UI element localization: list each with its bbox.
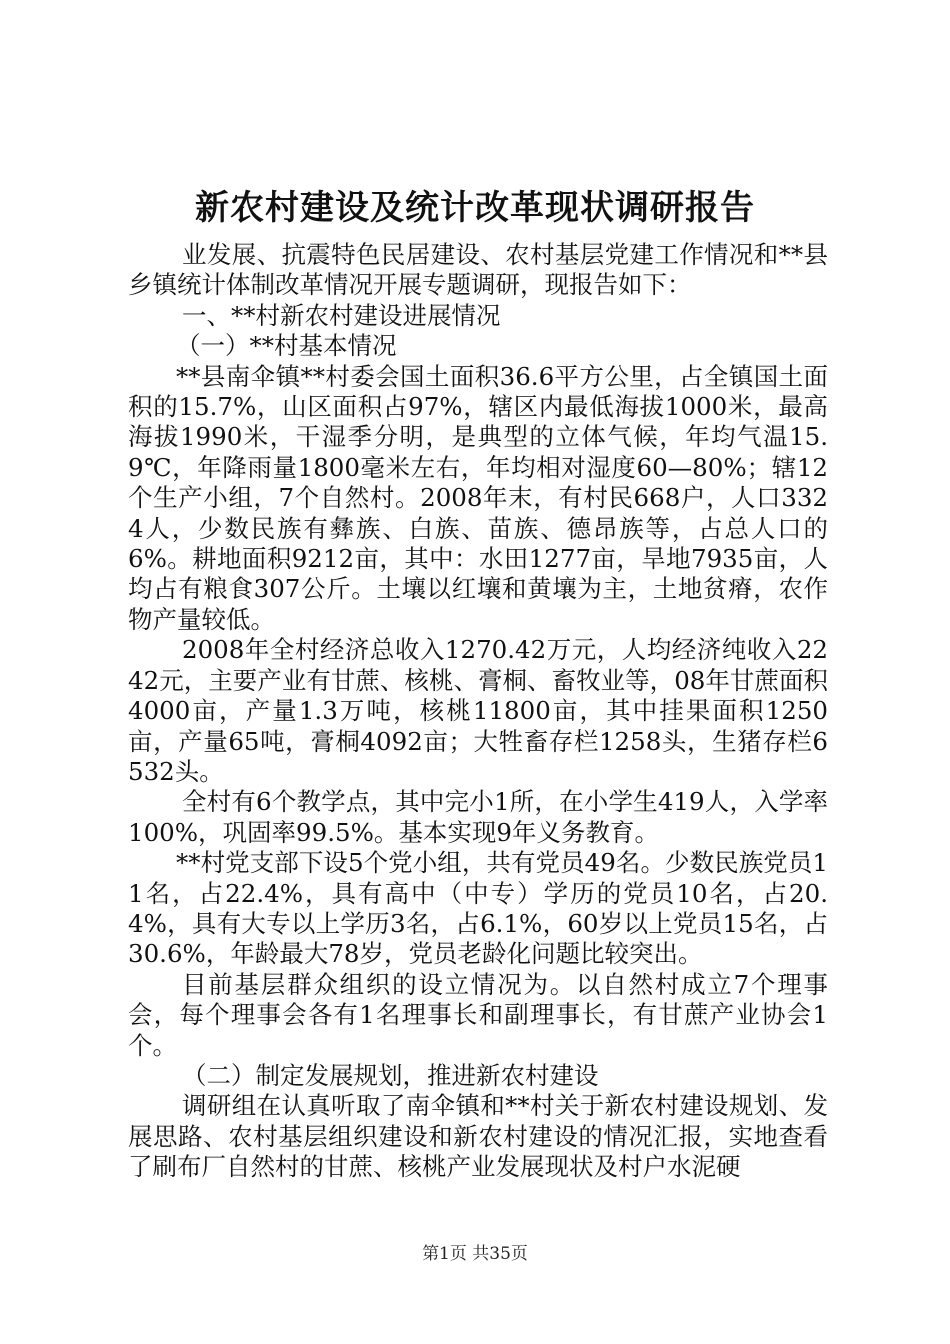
document-title: 新农村建设及统计改革现状调研报告 bbox=[195, 188, 755, 228]
paragraph-basic-info: **县南伞镇**村委会国土面积36.6平方公里，占全镇国土面积的15.7%，山区面积占97%，辖区内最低海拔1000米，最高海拔1990米，干湿季分明，是典型的立体气候，年均气温15.9℃，年降雨量1800毫米左右，年均相对湿度60—80%；辖12个生产小组，7个自然村。2008年末，有村民668户，人口3324人，少数民族有彝族、白族、苗族、德昂族等，占总人口的6%。耕地面积9212亩，其中：水田1277亩，旱地7935亩，人均占有粮食307公斤。土壤以红壤和黄壤为主，土地贫瘠，农作物产量较低。 bbox=[128, 361, 828, 634]
paragraph-survey: 调研组在认真听取了南伞镇和**村关于新农村建设规划、发展思路、农村基层组织建设和新农村建设的情况汇报，实地查看了刷布厂自然村的甘蔗、核桃产业发展现状及村户水泥硬 bbox=[128, 1091, 828, 1182]
paragraph-economy: 2008年全村经济总收入1270.42万元，人均经济纯收入2242元，主要产业有甘蔗、核桃、膏桐、畜牧业等，08年甘蔗面积4000亩，产量1.3万吨，核桃11800亩，其中挂果面积1250亩，产量65吨，膏桐4092亩；大牲畜存栏1258头，生猪存栏6532头。 bbox=[128, 635, 828, 786]
subsection-heading-1: （一）**村基本情况 bbox=[176, 331, 397, 361]
page-number-footer: 第1页 共35页 bbox=[422, 1244, 528, 1264]
paragraph-organizations: 目前基层群众组织的设立情况为。以自然村成立7个理事会，每个理事会各有1名理事长和副理事长，有甘蔗产业协会1个。 bbox=[128, 969, 828, 1060]
subsection-heading-2: （二）制定发展规划，推进新农村建设 bbox=[182, 1060, 599, 1090]
section-heading-1: 一、**村新农村建设进展情况 bbox=[182, 300, 501, 330]
document-body bbox=[128, 240, 828, 1183]
paragraph-education: 全村有6个教学点，其中完小1所，在小学生419人，入学率100%，巩固率99.5%。基本实现9年义务教育。 bbox=[128, 787, 828, 847]
paragraph-intro: 业发展、抗震特色民居建设、农村基层党建工作情况和**县乡镇统计体制改革情况开展专题调研，现报告如下： bbox=[128, 240, 828, 300]
paragraph-party-branch: **村党支部下设5个党小组，共有党员49名。少数民族党员11名，占22.4%，具有高中（中专）学历的党员10名，占20.4%，具有大专以上学历3名，占6.1%，60岁以上党员15名，占30.6%，年龄最大78岁，党员老龄化问题比较突出。 bbox=[128, 848, 828, 969]
